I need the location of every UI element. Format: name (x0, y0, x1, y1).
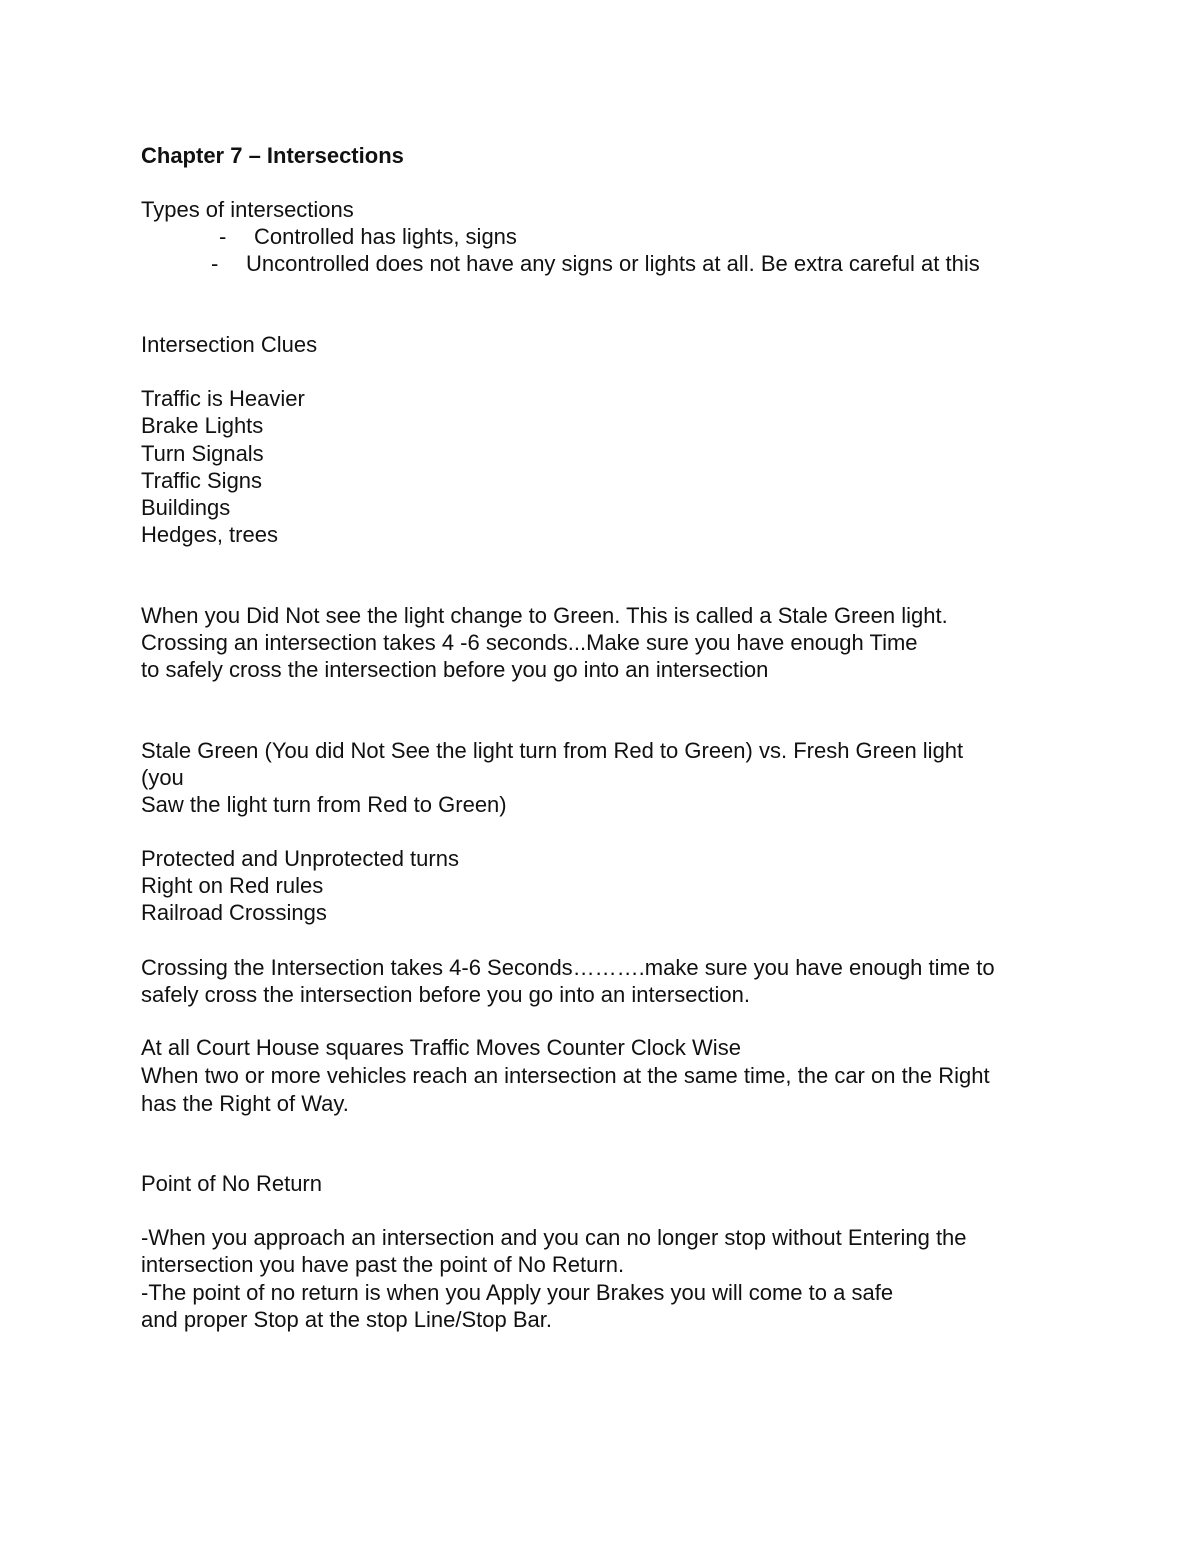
point-of-no-return-heading: Point of No Return (141, 1171, 322, 1196)
list-item-controlled: Controlled has lights, signs (254, 224, 517, 249)
types-heading: Types of intersections (141, 197, 354, 222)
point-of-no-return-line: and proper Stop at the stop Line/Stop Bar. (141, 1307, 552, 1332)
courthouse-paragraph-line: When two or more vehicles reach an intersection at the same time, the car on the Right (141, 1063, 990, 1088)
point-of-no-return-line: intersection you have past the point of No Return. (141, 1252, 625, 1277)
clues-heading: Intersection Clues (141, 332, 318, 357)
clue-item: Turn Signals (141, 441, 264, 466)
crossing-paragraph-line: Crossing the Intersection takes 4-6 Seconds……….make sure you have enough time to (141, 955, 995, 980)
stale-vs-fresh-line: Stale Green (You did Not See the light turn from Red to Green) vs. Fresh Green light (141, 738, 964, 763)
list-bullet-dash: - (219, 224, 227, 249)
stale-green-paragraph-line: Crossing an intersection takes 4 -6 seconds...Make sure you have enough Time (141, 630, 918, 655)
topic-item: Right on Red rules (141, 873, 324, 898)
topic-item: Railroad Crossings (141, 900, 327, 925)
courthouse-paragraph-line: At all Court House squares Traffic Moves Counter Clock Wise (141, 1035, 741, 1060)
stale-green-paragraph-line: to safely cross the intersection before you go into an intersection (141, 657, 769, 682)
clue-item: Hedges, trees (141, 522, 278, 547)
page-title: Chapter 7 – Intersections (141, 143, 404, 168)
list-item-uncontrolled: Uncontrolled does not have any signs or lights at all. Be extra careful at this (246, 251, 980, 276)
stale-vs-fresh-line: (you (141, 765, 184, 790)
topic-item: Protected and Unprotected turns (141, 846, 459, 871)
clue-item: Brake Lights (141, 413, 264, 438)
courthouse-paragraph-line: has the Right of Way. (141, 1091, 349, 1116)
clue-item: Buildings (141, 495, 231, 520)
list-bullet-dash: - (211, 251, 219, 276)
point-of-no-return-line: -When you approach an intersection and you can no longer stop without Entering the (141, 1225, 967, 1250)
point-of-no-return-line: -The point of no return is when you Apply your Brakes you will come to a safe (141, 1280, 894, 1305)
clue-item: Traffic is Heavier (141, 386, 305, 411)
stale-green-paragraph-line: When you Did Not see the light change to Green. This is called a Stale Green light. (141, 603, 948, 628)
stale-vs-fresh-line: Saw the light turn from Red to Green) (141, 792, 507, 817)
crossing-paragraph-line: safely cross the intersection before you go into an intersection. (141, 982, 751, 1007)
clue-item: Traffic Signs (141, 468, 263, 493)
